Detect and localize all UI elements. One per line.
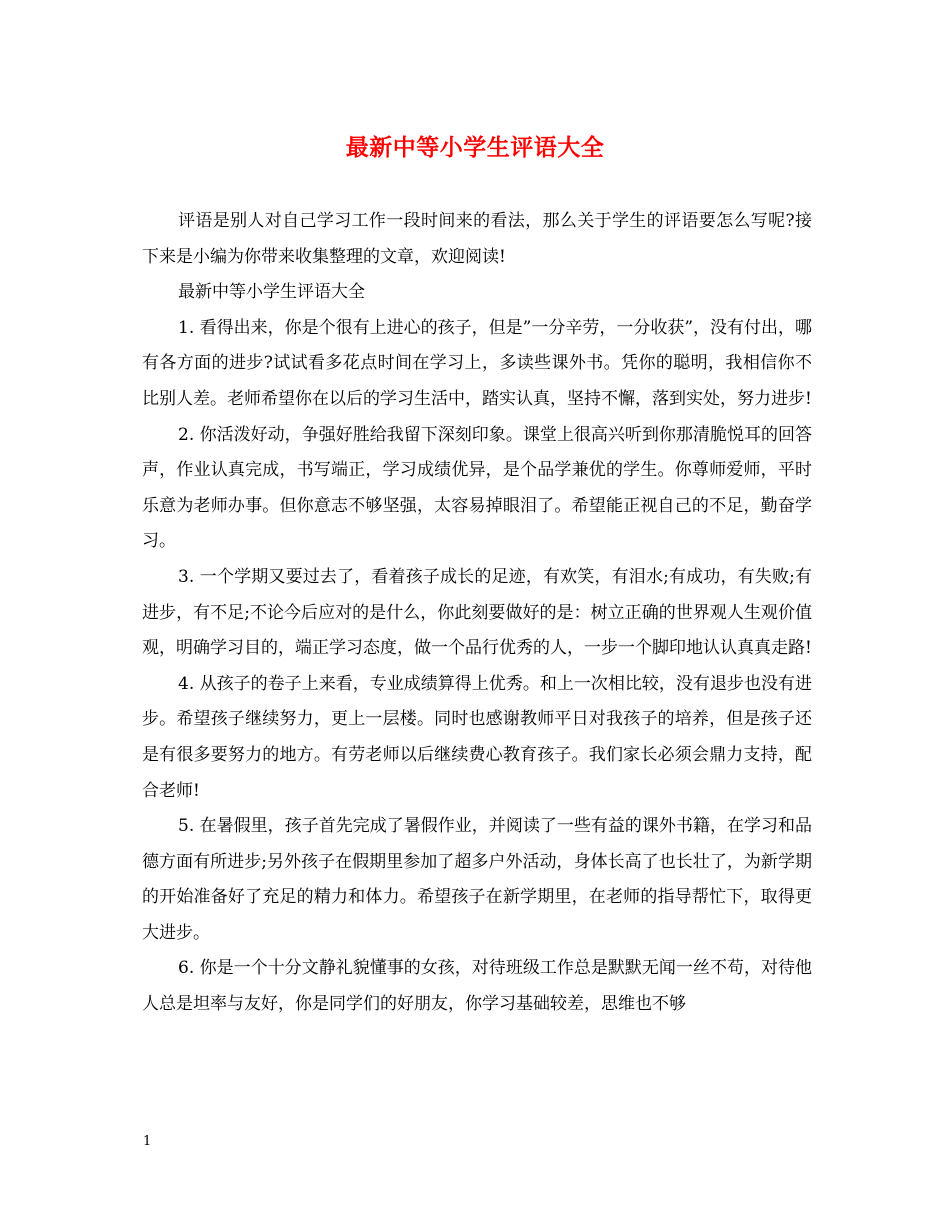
comment-item-5: 5. 在暑假里，孩子首先完成了暑假作业，并阅读了一些有益的课外书籍，在学习和品德方面有所进步;另外孩子在假期里参加了超多户外活动，身体长高了也长壮了，为新学期的开始准备好了充足的精力和体力。希望孩子在新学期里，在老师的指导帮忙下，取得更大进步。 (142, 816, 812, 943)
intro-paragraph: 评语是别人对自己学习工作一段时间来的看法，那么关于学生的评语要怎么写呢?接下来是小编为你带来收集整理的文章，欢迎阅读! (142, 211, 812, 267)
comment-item-1: 1. 看得出来，你是个很有上进心的孩子，但是”一分辛劳，一分收获”，没有付出，哪有各方面的进步?试试看多花点时间在学习上，多读些课外书。凭你的聪明，我相信你不比别人差。老师希望你在以后的学习生活中，踏实认真，坚持不懈，落到实处，努力进步! (142, 317, 813, 409)
comment-item-2: 2. 你活泼好动，争强好胜给我留下深刻印象。课堂上很高兴听到你那清脆悦耳的回答声，作业认真完成，书写端正，学习成绩优异，是个品学兼优的学生。你尊师爱师，平时乐意为老师办事。但你意志不够坚强，太容易掉眼泪了。希望能正视自己的不足，勤奋学习。 (142, 424, 812, 552)
document-body (142, 204, 812, 1023)
comment-item-6: 6. 你是一个十分文静礼貌懂事的女孩，对待班级工作总是默默无闻一丝不苟，对待他人总是坦率与友好，你是同学们的好朋友，你学习基础较差，思维也不够 (142, 958, 812, 1015)
page-number: 1 (143, 1134, 152, 1149)
page-title: 最新中等小学生评语大全 (345, 134, 605, 161)
section-heading: 最新中等小学生评语大全 (178, 282, 365, 303)
comment-item-3: 3. 一个学期又要过去了，看着孩子成长的足迹，有欢笑，有泪水;有成功，有失败;有进步，有不足;不论今后应对的是什么，你此刻要做好的是：树立正确的世界观人生观价值观，明确学习目的，端正学习态度，做一个品行优秀的人，一步一个脚印地认认真真走路! (142, 566, 812, 659)
comment-item-4: 4. 从孩子的卷子上来看，专业成绩算得上优秀。和上一次相比较，没有退步也没有进步。希望孩子继续努力，更上一层楼。同时也感谢教师平日对我孩子的培养，但是孩子还是有很多要努力的地方。有劳老师以后继续费心教育孩子。我们家长必须会鼎力支持，配合老师! (142, 673, 812, 801)
